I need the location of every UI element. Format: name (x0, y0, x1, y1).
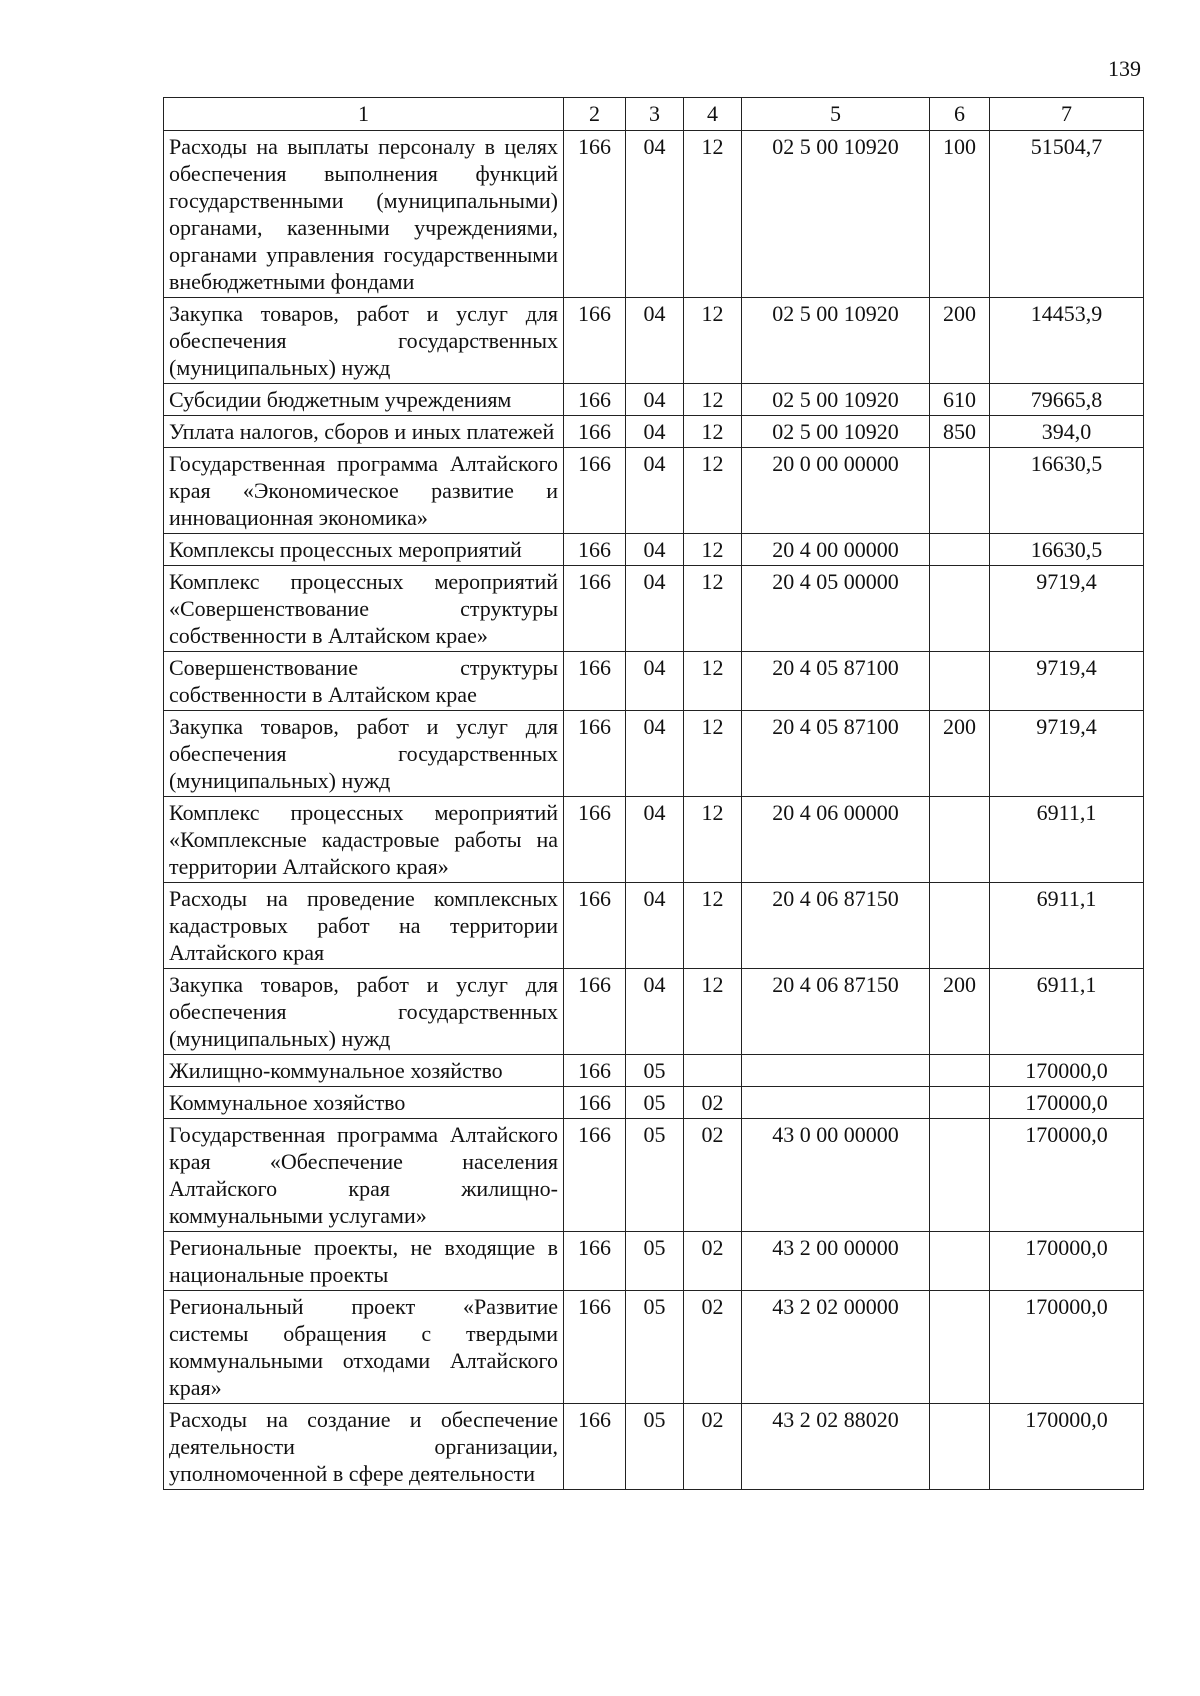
row-pr-cell: 12 (684, 298, 742, 384)
row-pr-cell: 12 (684, 797, 742, 883)
row-pr-cell: 02 (684, 1404, 742, 1490)
row-pr-cell (684, 1055, 742, 1087)
table-row (164, 131, 1144, 298)
row-csr-cell: 43 2 02 00000 (742, 1291, 930, 1404)
row-sum-cell: 14453,9 (990, 298, 1144, 384)
row-rz-cell: 04 (626, 448, 684, 534)
row-pr-cell: 12 (684, 652, 742, 711)
table-row (164, 711, 1144, 797)
row-csr-cell: 20 4 05 87100 (742, 652, 930, 711)
row-csr-cell: 43 0 00 00000 (742, 1119, 930, 1232)
table-row (164, 1119, 1144, 1232)
row-csr-cell: 43 2 00 00000 (742, 1232, 930, 1291)
row-name-cell: Расходы на проведение комплексных кадастровых работ на территории Алтайского края (164, 883, 564, 969)
table-row (164, 1232, 1144, 1291)
row-vr-cell (930, 1291, 990, 1404)
table-row (164, 1055, 1144, 1087)
row-rz-cell: 04 (626, 711, 684, 797)
row-csr-cell: 02 5 00 10920 (742, 298, 930, 384)
row-rz-cell: 04 (626, 384, 684, 416)
row-csr-cell: 43 2 02 88020 (742, 1404, 930, 1490)
row-rz-cell: 04 (626, 969, 684, 1055)
row-rz-cell: 04 (626, 298, 684, 384)
row-rz-cell: 05 (626, 1291, 684, 1404)
row-gr-cell: 166 (564, 534, 626, 566)
table-row (164, 652, 1144, 711)
table-row (164, 1404, 1144, 1490)
row-name-cell: Уплата налогов, сборов и иных платежей (164, 416, 564, 448)
row-gr-cell: 166 (564, 797, 626, 883)
row-sum-cell: 6911,1 (990, 797, 1144, 883)
row-pr-cell: 12 (684, 416, 742, 448)
row-gr-cell: 166 (564, 1087, 626, 1119)
row-rz-cell: 05 (626, 1232, 684, 1291)
row-pr-cell: 02 (684, 1291, 742, 1404)
row-gr-cell: 166 (564, 416, 626, 448)
row-pr-cell: 12 (684, 883, 742, 969)
row-pr-cell: 12 (684, 566, 742, 652)
row-name-cell: Региональный проект «Развитие системы обращения с твердыми коммунальными отходами Алтайского края» (164, 1291, 564, 1404)
row-sum-cell: 6911,1 (990, 883, 1144, 969)
table-row (164, 1087, 1144, 1119)
row-gr-cell: 166 (564, 969, 626, 1055)
row-sum-cell: 16630,5 (990, 448, 1144, 534)
header-cell-1: 1 (164, 98, 564, 131)
row-pr-cell: 02 (684, 1087, 742, 1119)
header-cell-3: 3 (626, 98, 684, 131)
header-cell-4: 4 (684, 98, 742, 131)
row-name-cell: Комплекс процессных мероприятий «Комплексные кадастровые работы на территории Алтайского края» (164, 797, 564, 883)
row-pr-cell: 02 (684, 1232, 742, 1291)
row-csr-cell: 20 4 06 00000 (742, 797, 930, 883)
row-gr-cell: 166 (564, 711, 626, 797)
row-sum-cell: 170000,0 (990, 1119, 1144, 1232)
table-row (164, 534, 1144, 566)
row-csr-cell: 02 5 00 10920 (742, 384, 930, 416)
row-csr-cell (742, 1055, 930, 1087)
row-gr-cell: 166 (564, 384, 626, 416)
row-rz-cell: 05 (626, 1055, 684, 1087)
row-name-cell: Коммунальное хозяйство (164, 1087, 564, 1119)
header-cell-5: 5 (742, 98, 930, 131)
row-gr-cell: 166 (564, 448, 626, 534)
row-vr-cell (930, 1404, 990, 1490)
row-csr-cell: 20 4 06 87150 (742, 969, 930, 1055)
page-number: 139 (1108, 56, 1141, 81)
row-gr-cell: 166 (564, 883, 626, 969)
row-csr-cell: 02 5 00 10920 (742, 131, 930, 298)
row-pr-cell: 12 (684, 969, 742, 1055)
row-sum-cell: 9719,4 (990, 566, 1144, 652)
row-name-cell: Субсидии бюджетным учреждениям (164, 384, 564, 416)
row-vr-cell: 200 (930, 711, 990, 797)
row-vr-cell: 610 (930, 384, 990, 416)
row-pr-cell: 12 (684, 534, 742, 566)
row-csr-cell: 20 0 00 00000 (742, 448, 930, 534)
row-vr-cell (930, 566, 990, 652)
row-rz-cell: 05 (626, 1119, 684, 1232)
row-gr-cell: 166 (564, 566, 626, 652)
row-rz-cell: 04 (626, 534, 684, 566)
row-rz-cell: 05 (626, 1087, 684, 1119)
table-row (164, 448, 1144, 534)
table-row (164, 384, 1144, 416)
row-vr-cell: 850 (930, 416, 990, 448)
row-pr-cell: 12 (684, 711, 742, 797)
row-name-cell: Закупка товаров, работ и услуг для обеспечения государственных (муниципальных) нужд (164, 711, 564, 797)
row-sum-cell: 79665,8 (990, 384, 1144, 416)
row-csr-cell: 20 4 05 00000 (742, 566, 930, 652)
row-gr-cell: 166 (564, 1119, 626, 1232)
row-pr-cell: 12 (684, 384, 742, 416)
header-cell-2: 2 (564, 98, 626, 131)
row-vr-cell (930, 1087, 990, 1119)
row-name-cell: Закупка товаров, работ и услуг для обеспечения государственных (муниципальных) нужд (164, 969, 564, 1055)
row-vr-cell: 200 (930, 298, 990, 384)
budget-table (163, 97, 1144, 1490)
row-rz-cell: 04 (626, 131, 684, 298)
row-gr-cell: 166 (564, 1291, 626, 1404)
row-pr-cell: 12 (684, 448, 742, 534)
row-csr-cell: 20 4 00 00000 (742, 534, 930, 566)
row-rz-cell: 04 (626, 566, 684, 652)
row-name-cell: Расходы на создание и обеспечение деятельности организации, уполномоченной в сфере деятельности (164, 1404, 564, 1490)
row-pr-cell: 02 (684, 1119, 742, 1232)
table-body (164, 131, 1144, 1490)
row-name-cell: Региональные проекты, не входящие в национальные проекты (164, 1232, 564, 1291)
row-csr-cell: 02 5 00 10920 (742, 416, 930, 448)
row-rz-cell: 04 (626, 797, 684, 883)
row-gr-cell: 166 (564, 1404, 626, 1490)
row-sum-cell: 16630,5 (990, 534, 1144, 566)
row-name-cell: Государственная программа Алтайского края «Экономическое развитие и инновационная экономика» (164, 448, 564, 534)
row-name-cell: Расходы на выплаты персоналу в целях обеспечения выполнения функций государственными (муниципальными) органами, казенными учреждениями, органами управления государственными внебюджетными фондами (164, 131, 564, 298)
row-vr-cell (930, 883, 990, 969)
row-vr-cell (930, 1119, 990, 1232)
table-row (164, 797, 1144, 883)
row-gr-cell: 166 (564, 1232, 626, 1291)
table-row (164, 969, 1144, 1055)
row-sum-cell: 6911,1 (990, 969, 1144, 1055)
row-sum-cell: 170000,0 (990, 1087, 1144, 1119)
table-row (164, 298, 1144, 384)
row-rz-cell: 04 (626, 652, 684, 711)
row-gr-cell: 166 (564, 1055, 626, 1087)
row-name-cell: Государственная программа Алтайского края «Обеспечение населения Алтайского края жилищно-коммунальными услугами» (164, 1119, 564, 1232)
table-row (164, 883, 1144, 969)
row-vr-cell (930, 1055, 990, 1087)
row-name-cell: Закупка товаров, работ и услуг для обеспечения государственных (муниципальных) нужд (164, 298, 564, 384)
row-sum-cell: 170000,0 (990, 1404, 1144, 1490)
row-vr-cell (930, 448, 990, 534)
header-cell-7: 7 (990, 98, 1144, 131)
row-csr-cell (742, 1087, 930, 1119)
row-vr-cell (930, 534, 990, 566)
header-cell-6: 6 (930, 98, 990, 131)
row-sum-cell: 394,0 (990, 416, 1144, 448)
row-vr-cell (930, 652, 990, 711)
row-pr-cell: 12 (684, 131, 742, 298)
table-row (164, 566, 1144, 652)
row-rz-cell: 04 (626, 883, 684, 969)
row-rz-cell: 04 (626, 416, 684, 448)
row-sum-cell: 170000,0 (990, 1291, 1144, 1404)
row-vr-cell (930, 797, 990, 883)
row-name-cell: Комплексы процессных мероприятий (164, 534, 564, 566)
row-sum-cell: 170000,0 (990, 1055, 1144, 1087)
row-vr-cell: 200 (930, 969, 990, 1055)
row-csr-cell: 20 4 05 87100 (742, 711, 930, 797)
header-row (164, 98, 1144, 131)
row-sum-cell: 170000,0 (990, 1232, 1144, 1291)
row-sum-cell: 51504,7 (990, 131, 1144, 298)
row-gr-cell: 166 (564, 131, 626, 298)
row-name-cell: Жилищно-коммунальное хозяйство (164, 1055, 564, 1087)
row-sum-cell: 9719,4 (990, 711, 1144, 797)
row-gr-cell: 166 (564, 298, 626, 384)
row-name-cell: Комплекс процессных мероприятий «Совершенствование структуры собственности в Алтайском крае» (164, 566, 564, 652)
row-rz-cell: 05 (626, 1404, 684, 1490)
row-sum-cell: 9719,4 (990, 652, 1144, 711)
row-gr-cell: 166 (564, 652, 626, 711)
row-name-cell: Совершенствование структуры собственности в Алтайском крае (164, 652, 564, 711)
row-vr-cell: 100 (930, 131, 990, 298)
row-vr-cell (930, 1232, 990, 1291)
table-row (164, 416, 1144, 448)
table-row (164, 1291, 1144, 1404)
row-csr-cell: 20 4 06 87150 (742, 883, 930, 969)
